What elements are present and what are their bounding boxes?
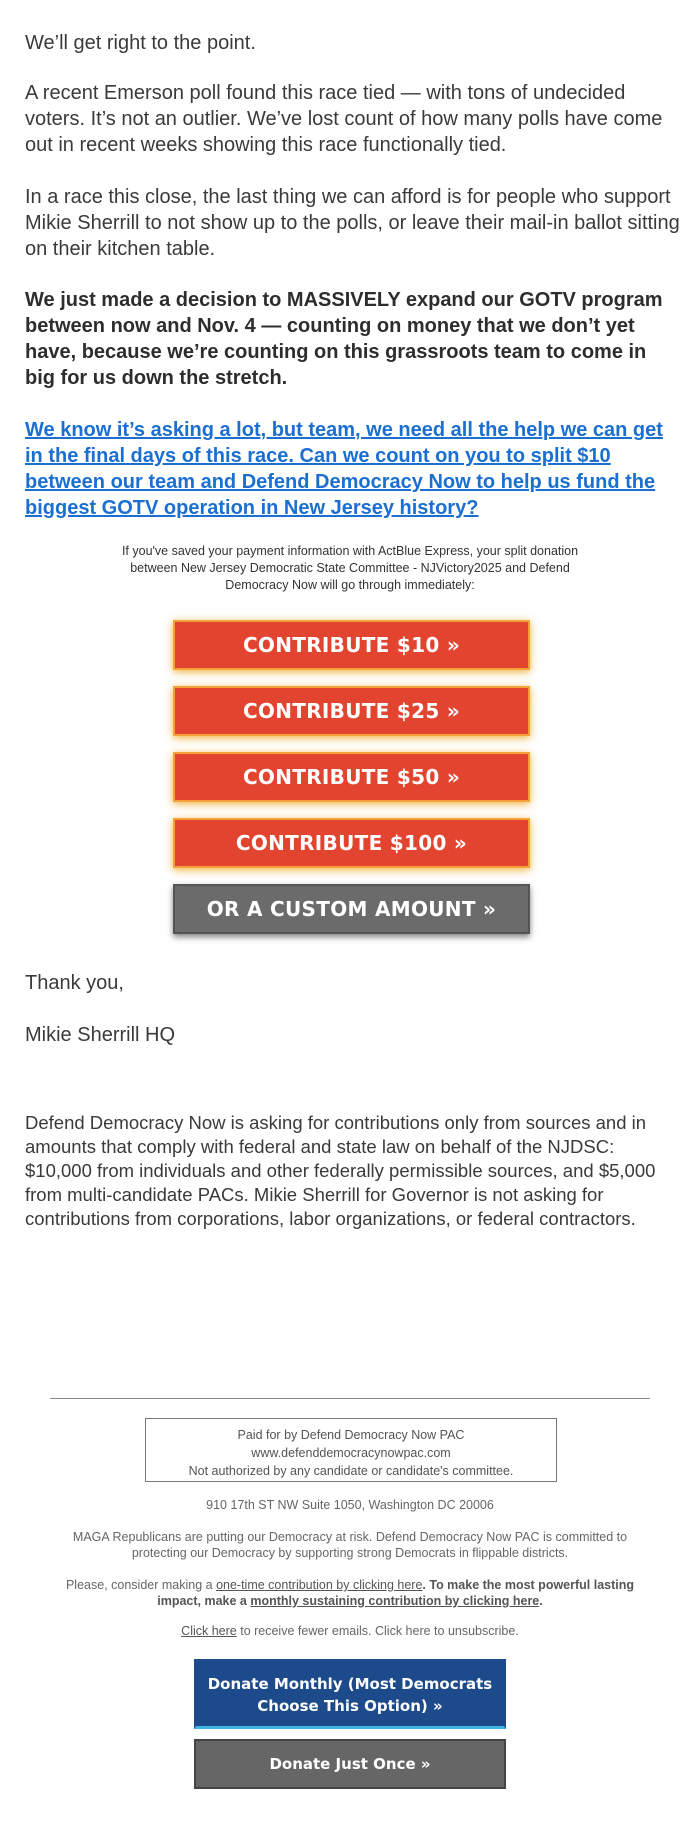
custom-amount-button[interactable]: OR A CUSTOM AMOUNT » <box>173 884 530 934</box>
donate-once-button[interactable]: Donate Just Once » <box>194 1739 506 1789</box>
email-preferences-text <box>50 1623 650 1639</box>
decision-paragraph: We just made a decision to MASSIVELY expand our GOTV program between now and Nov. 4 — counting on money that we don’t yet have, because we’re counting on this grassroots team to come in big for us down the stretch. <box>25 289 663 389</box>
footer-divider <box>50 1398 650 1399</box>
contribute-100-button[interactable]: CONTRIBUTE $100 » <box>173 818 530 868</box>
period: . <box>539 1594 543 1608</box>
website-line: www.defenddemocracynowpac.com <box>251 1446 451 1460</box>
actblue-express-note: If you've saved your payment information with ActBlue Express, your split donation between New Jersey Democratic State Committee - NJVictory2025 and Defend Democracy Now will go through immediately: <box>121 544 579 592</box>
contribute-10-button[interactable]: CONTRIBUTE $10 » <box>173 620 530 670</box>
donate-monthly-button[interactable]: Donate Monthly (Most Democrats Choose This Option) » <box>194 1659 506 1729</box>
legal-disclaimer: Defend Democracy Now is asking for contributions only from sources and in amounts that comply with federal and state law on behalf of the NJDSC: $10,000 from individuals and other federally permissible sources, and $5,000 from multi-candidate PACs. Mikie Sherrill for Governor is not asking for contributions from corporations, labor organizations, or federal contractors. <box>25 1112 656 1229</box>
paid-for-box <box>145 1418 557 1482</box>
one-time-contribution-link[interactable]: one-time contribution by clicking here <box>216 1578 423 1592</box>
not-authorized-line: Not authorized by any candidate or candidate's committee. <box>188 1464 514 1478</box>
close-race-paragraph: In a race this close, the last thing we can afford is for people who support Mikie Sherrill to not show up to the polls, or leave their mail-in ballot sitting on their kitchen table. <box>25 186 680 260</box>
fewer-emails-link[interactable]: Click here <box>181 1624 237 1638</box>
contribute-50-button[interactable]: CONTRIBUTE $50 » <box>173 752 530 802</box>
signature: Mikie Sherrill HQ <box>25 1024 176 1046</box>
poll-paragraph: A recent Emerson poll found this race tied — with tons of undecided voters. It’s not an outlier. We’ve lost count of how many polls have come out in recent weeks showing this race functionally tied. <box>25 82 663 156</box>
thanks-text: Thank you, <box>25 972 124 994</box>
monthly-contribution-link[interactable]: monthly sustaining contribution by clicking here <box>250 1594 540 1608</box>
intro-paragraph: We’ll get right to the point. <box>25 32 256 54</box>
lasting-impact-text: . To make the most powerful lasting impact, make a <box>157 1578 635 1608</box>
unsubscribe-text: to receive fewer emails. Click here to unsubscribe. <box>236 1624 519 1638</box>
split-donation-link[interactable]: We know it’s asking a lot, but team, we need all the help we can get in the final days of this race. Can we count on you to split $10 between our team and Defend Democracy Now to help us fund the biggest GOTV operation in New Jersey history? <box>25 419 663 519</box>
contribute-25-button[interactable]: CONTRIBUTE $25 » <box>173 686 530 736</box>
mission-statement: MAGA Republicans are putting our Democracy at risk. Defend Democracy Now PAC is committed to protecting our Democracy by supporting strong Democrats in flippable districts. <box>72 1530 628 1560</box>
mailing-address: 910 17th ST NW Suite 1050, Washington DC 20006 <box>206 1498 494 1512</box>
paid-for-line: Paid for by Defend Democracy Now PAC <box>237 1428 465 1442</box>
contribution-options-text <box>50 1577 650 1609</box>
please-prefix: Please, consider making a <box>65 1578 217 1592</box>
ask-paragraph <box>25 417 675 521</box>
